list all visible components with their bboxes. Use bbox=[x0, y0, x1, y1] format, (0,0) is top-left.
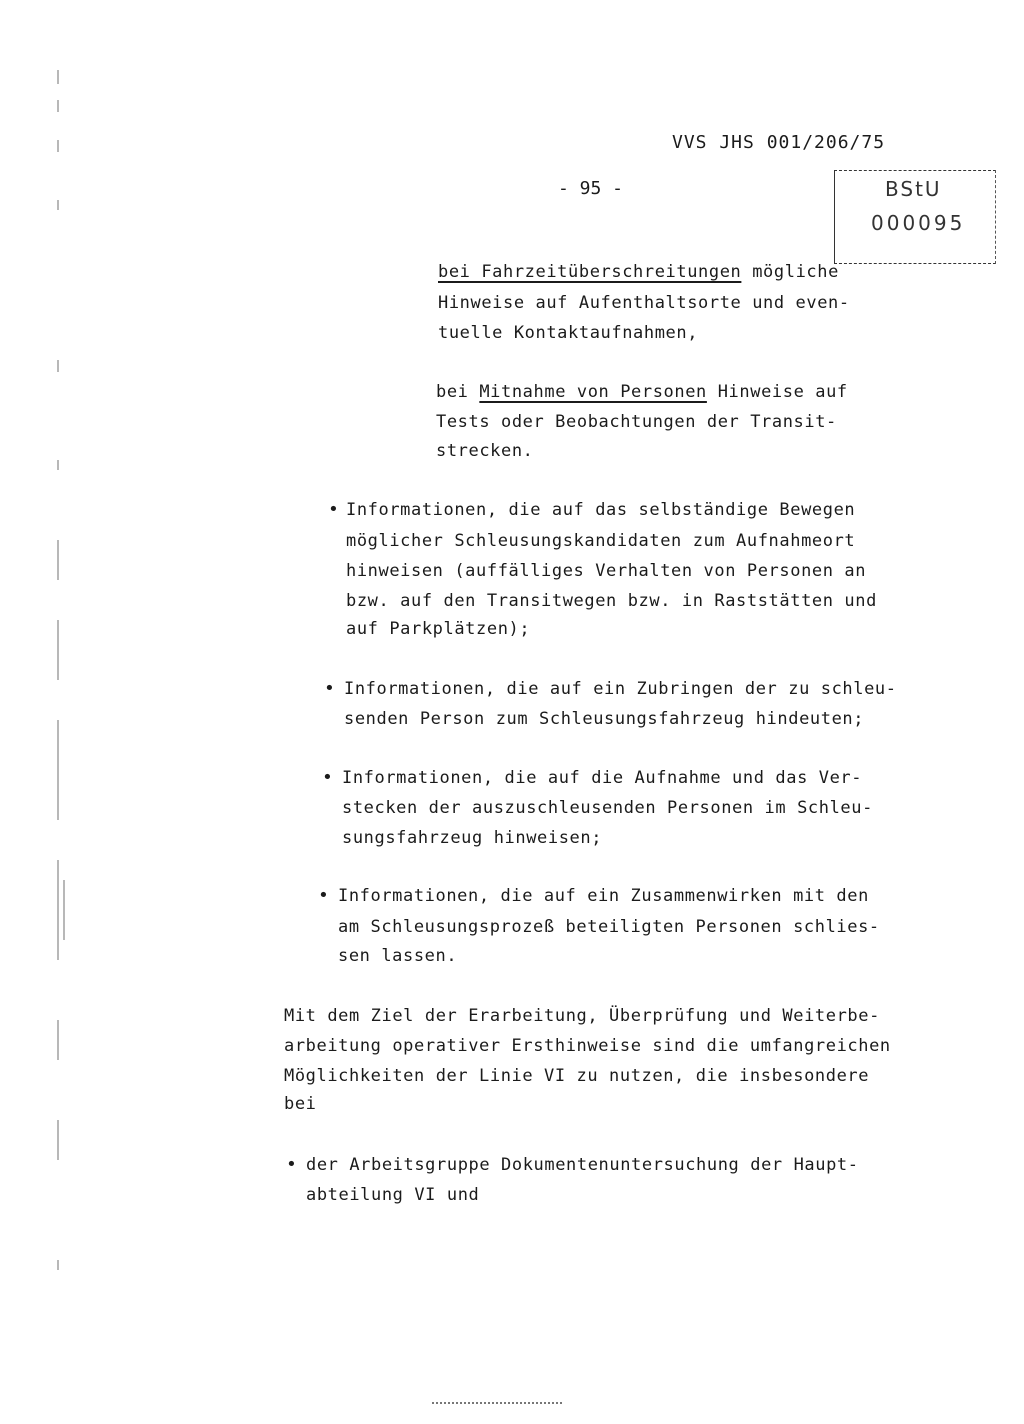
paragraph-line-3: Möglichkeiten der Linie VI zu nutzen, die insbesondere bbox=[284, 1066, 870, 1086]
underlined-term: bei Fahrzeitüberschreitungen bbox=[438, 262, 742, 282]
bullet1-line-5: auf Parkplätzen); bbox=[346, 619, 531, 639]
bullet-marker: • bbox=[286, 1154, 297, 1175]
underlined-term: Mitnahme von Personen bbox=[479, 382, 707, 402]
margin-punch-marks bbox=[54, 60, 68, 1340]
bullet3-line-3: sungsfahrzeug hinweisen; bbox=[342, 828, 603, 848]
bullet1-line-4: bzw. auf den Transitwegen bzw. in Raststätten und bbox=[346, 591, 877, 611]
last-bullet-line-2: abteilung VI und bbox=[306, 1185, 480, 1205]
bullet1-line-1: Informationen, die auf das selbständige Bewegen bbox=[346, 500, 856, 520]
block2-line-2: Tests oder Beobachtungen der Transit- bbox=[436, 412, 837, 432]
bullet2-line-2: senden Person zum Schleusungsfahrzeug hindeuten; bbox=[344, 709, 865, 729]
bullet1-line-2: möglicher Schleusungskandidaten zum Aufnahmeort bbox=[346, 531, 856, 551]
paragraph-line-1: Mit dem Ziel der Erarbeitung, Überprüfung und Weiterbe- bbox=[284, 1006, 880, 1026]
bullet2-line-1: Informationen, die auf ein Zubringen der zu schleu- bbox=[344, 679, 897, 699]
paragraph-line-2: arbeitung operativer Ersthinweise sind die umfangreichen bbox=[284, 1036, 891, 1056]
bullet4-line-1: Informationen, die auf ein Zusammenwirken mit den bbox=[338, 886, 869, 906]
archive-stamp bbox=[834, 170, 996, 264]
block2-line-1: bei Mitnahme von Personen Hinweise auf bbox=[436, 382, 848, 402]
bullet4-line-3: sen lassen. bbox=[338, 946, 458, 966]
document-reference: VVS JHS 001/206/75 bbox=[672, 132, 886, 153]
bullet3-line-2: stecken der auszuschleusenden Personen im Schleu- bbox=[342, 798, 873, 818]
bullet1-line-3: hinweisen (auffälliges Verhalten von Personen an bbox=[346, 561, 867, 581]
block1-line-2: Hinweise auf Aufenthaltsorte und even- bbox=[438, 293, 850, 313]
stamp-number: 000095 bbox=[871, 211, 966, 235]
block2-line-3: strecken. bbox=[436, 441, 534, 461]
bullet-marker: • bbox=[318, 885, 329, 906]
bullet-marker: • bbox=[324, 678, 335, 699]
stamp-organization: BStU bbox=[885, 177, 942, 201]
bullet-marker: • bbox=[322, 767, 333, 788]
last-bullet-line-1: der Arbeitsgruppe Dokumentenuntersuchung der Haupt- bbox=[306, 1155, 859, 1175]
bottom-scan-mark bbox=[432, 1402, 562, 1406]
block1-line-1: bei Fahrzeitüberschreitungen mögliche bbox=[438, 262, 839, 282]
block1-line-3: tuelle Kontaktaufnahmen, bbox=[438, 323, 699, 343]
page-number: - 95 - bbox=[558, 178, 624, 199]
bullet3-line-1: Informationen, die auf die Aufnahme und das Ver- bbox=[342, 768, 863, 788]
bullet-marker: • bbox=[328, 499, 339, 520]
paragraph-line-4: bei bbox=[284, 1094, 317, 1114]
bullet4-line-2: am Schleusungsprozeß beteiligten Personen schlies- bbox=[338, 917, 880, 937]
